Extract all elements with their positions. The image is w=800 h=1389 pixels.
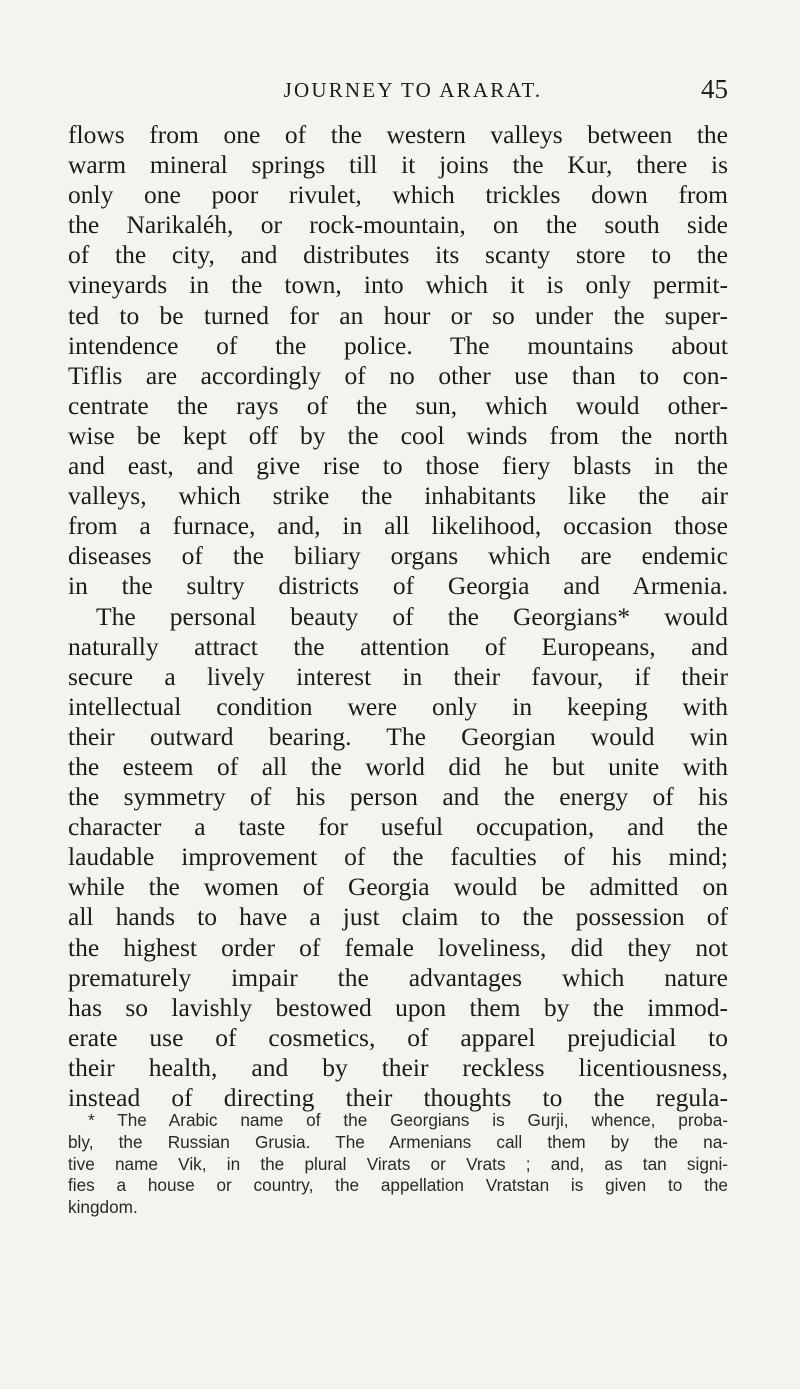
text-line: vineyards in the town, into which it is only permit- (68, 270, 728, 300)
text-line: secure a lively interest in their favour, if their (68, 661, 728, 691)
text-line: erate use of cosmetics, of apparel prejudicial to (68, 1022, 728, 1052)
text-line: naturally attract the attention of Europeans, and (68, 631, 728, 661)
text-line: while the women of Georgia would be admitted on (68, 872, 728, 902)
text-line: in the sultry districts of Georgia and Armenia. (68, 571, 728, 601)
footnote (68, 1110, 728, 1219)
footnote-line: kingdom. (68, 1197, 138, 1218)
text-line: ted to be turned for an hour or so under the super- (68, 300, 728, 330)
text-line: flows from one of the western valleys between the (68, 120, 728, 149)
text-line: warm mineral springs till it joins the Kur, there is (68, 150, 728, 180)
text-line: valleys, which strike the inhabitants like the air (68, 481, 728, 511)
text-line: intendence of the police. The mountains about (68, 330, 728, 360)
page-number: 45 (701, 74, 728, 104)
text-line: has so lavishly bestowed upon them by the immod- (68, 992, 728, 1022)
text-line: instead of directing their thoughts to the regula- (68, 1083, 728, 1112)
running-head (68, 74, 728, 108)
footnote-line: tive name Vik, in the plural Virats or Vrats ; and, as tan signi- (68, 1153, 728, 1174)
text-line-paragraph-start: The personal beauty of the Georgians* would (96, 601, 728, 631)
text-line: the symmetry of his person and the energy of his (68, 782, 728, 812)
text-line: centrate the rays of the sun, which would other- (68, 390, 728, 420)
running-title: JOURNEY TO ARARAT. (283, 78, 543, 102)
text-line: all hands to have a just claim to the possession of (68, 902, 728, 932)
text-line: wise be kept off by the cool winds from the north (68, 420, 728, 450)
body-text (68, 120, 728, 1113)
text-line: from a furnace, and, in all likelihood, occasion those (68, 511, 728, 541)
footnote-line: fies a house or country, the appellation Vratstan is given to the (68, 1175, 728, 1196)
text-line: laudable improvement of the faculties of his mind; (68, 842, 728, 872)
text-line: the highest order of female loveliness, did they not (68, 932, 728, 962)
footnote-line: * The Arabic name of the Georgians is Gurji, whence, proba- (88, 1110, 728, 1130)
text-line: only one poor rivulet, which trickles down from (68, 180, 728, 210)
text-line: Tiflis are accordingly of no other use than to con- (68, 360, 728, 390)
footnote-line: bly, the Russian Grusia. The Armenians call them by the na- (68, 1131, 728, 1152)
text-line: diseases of the biliary organs which are endemic (68, 541, 728, 571)
text-line: their health, and by their reckless licentiousness, (68, 1052, 728, 1082)
text-line: the Narikaléh, or rock-mountain, on the south side (68, 210, 728, 240)
text-line: character a taste for useful occupation, and the (68, 812, 728, 842)
text-line: their outward bearing. The Georgian would win (68, 721, 728, 751)
text-line: prematurely impair the advantages which nature (68, 962, 728, 992)
text-line: of the city, and distributes its scanty store to the (68, 240, 728, 270)
text-line: intellectual condition were only in keeping with (68, 691, 728, 721)
text-line: the esteem of all the world did he but unite with (68, 751, 728, 781)
text-line: and east, and give rise to those fiery blasts in the (68, 451, 728, 481)
